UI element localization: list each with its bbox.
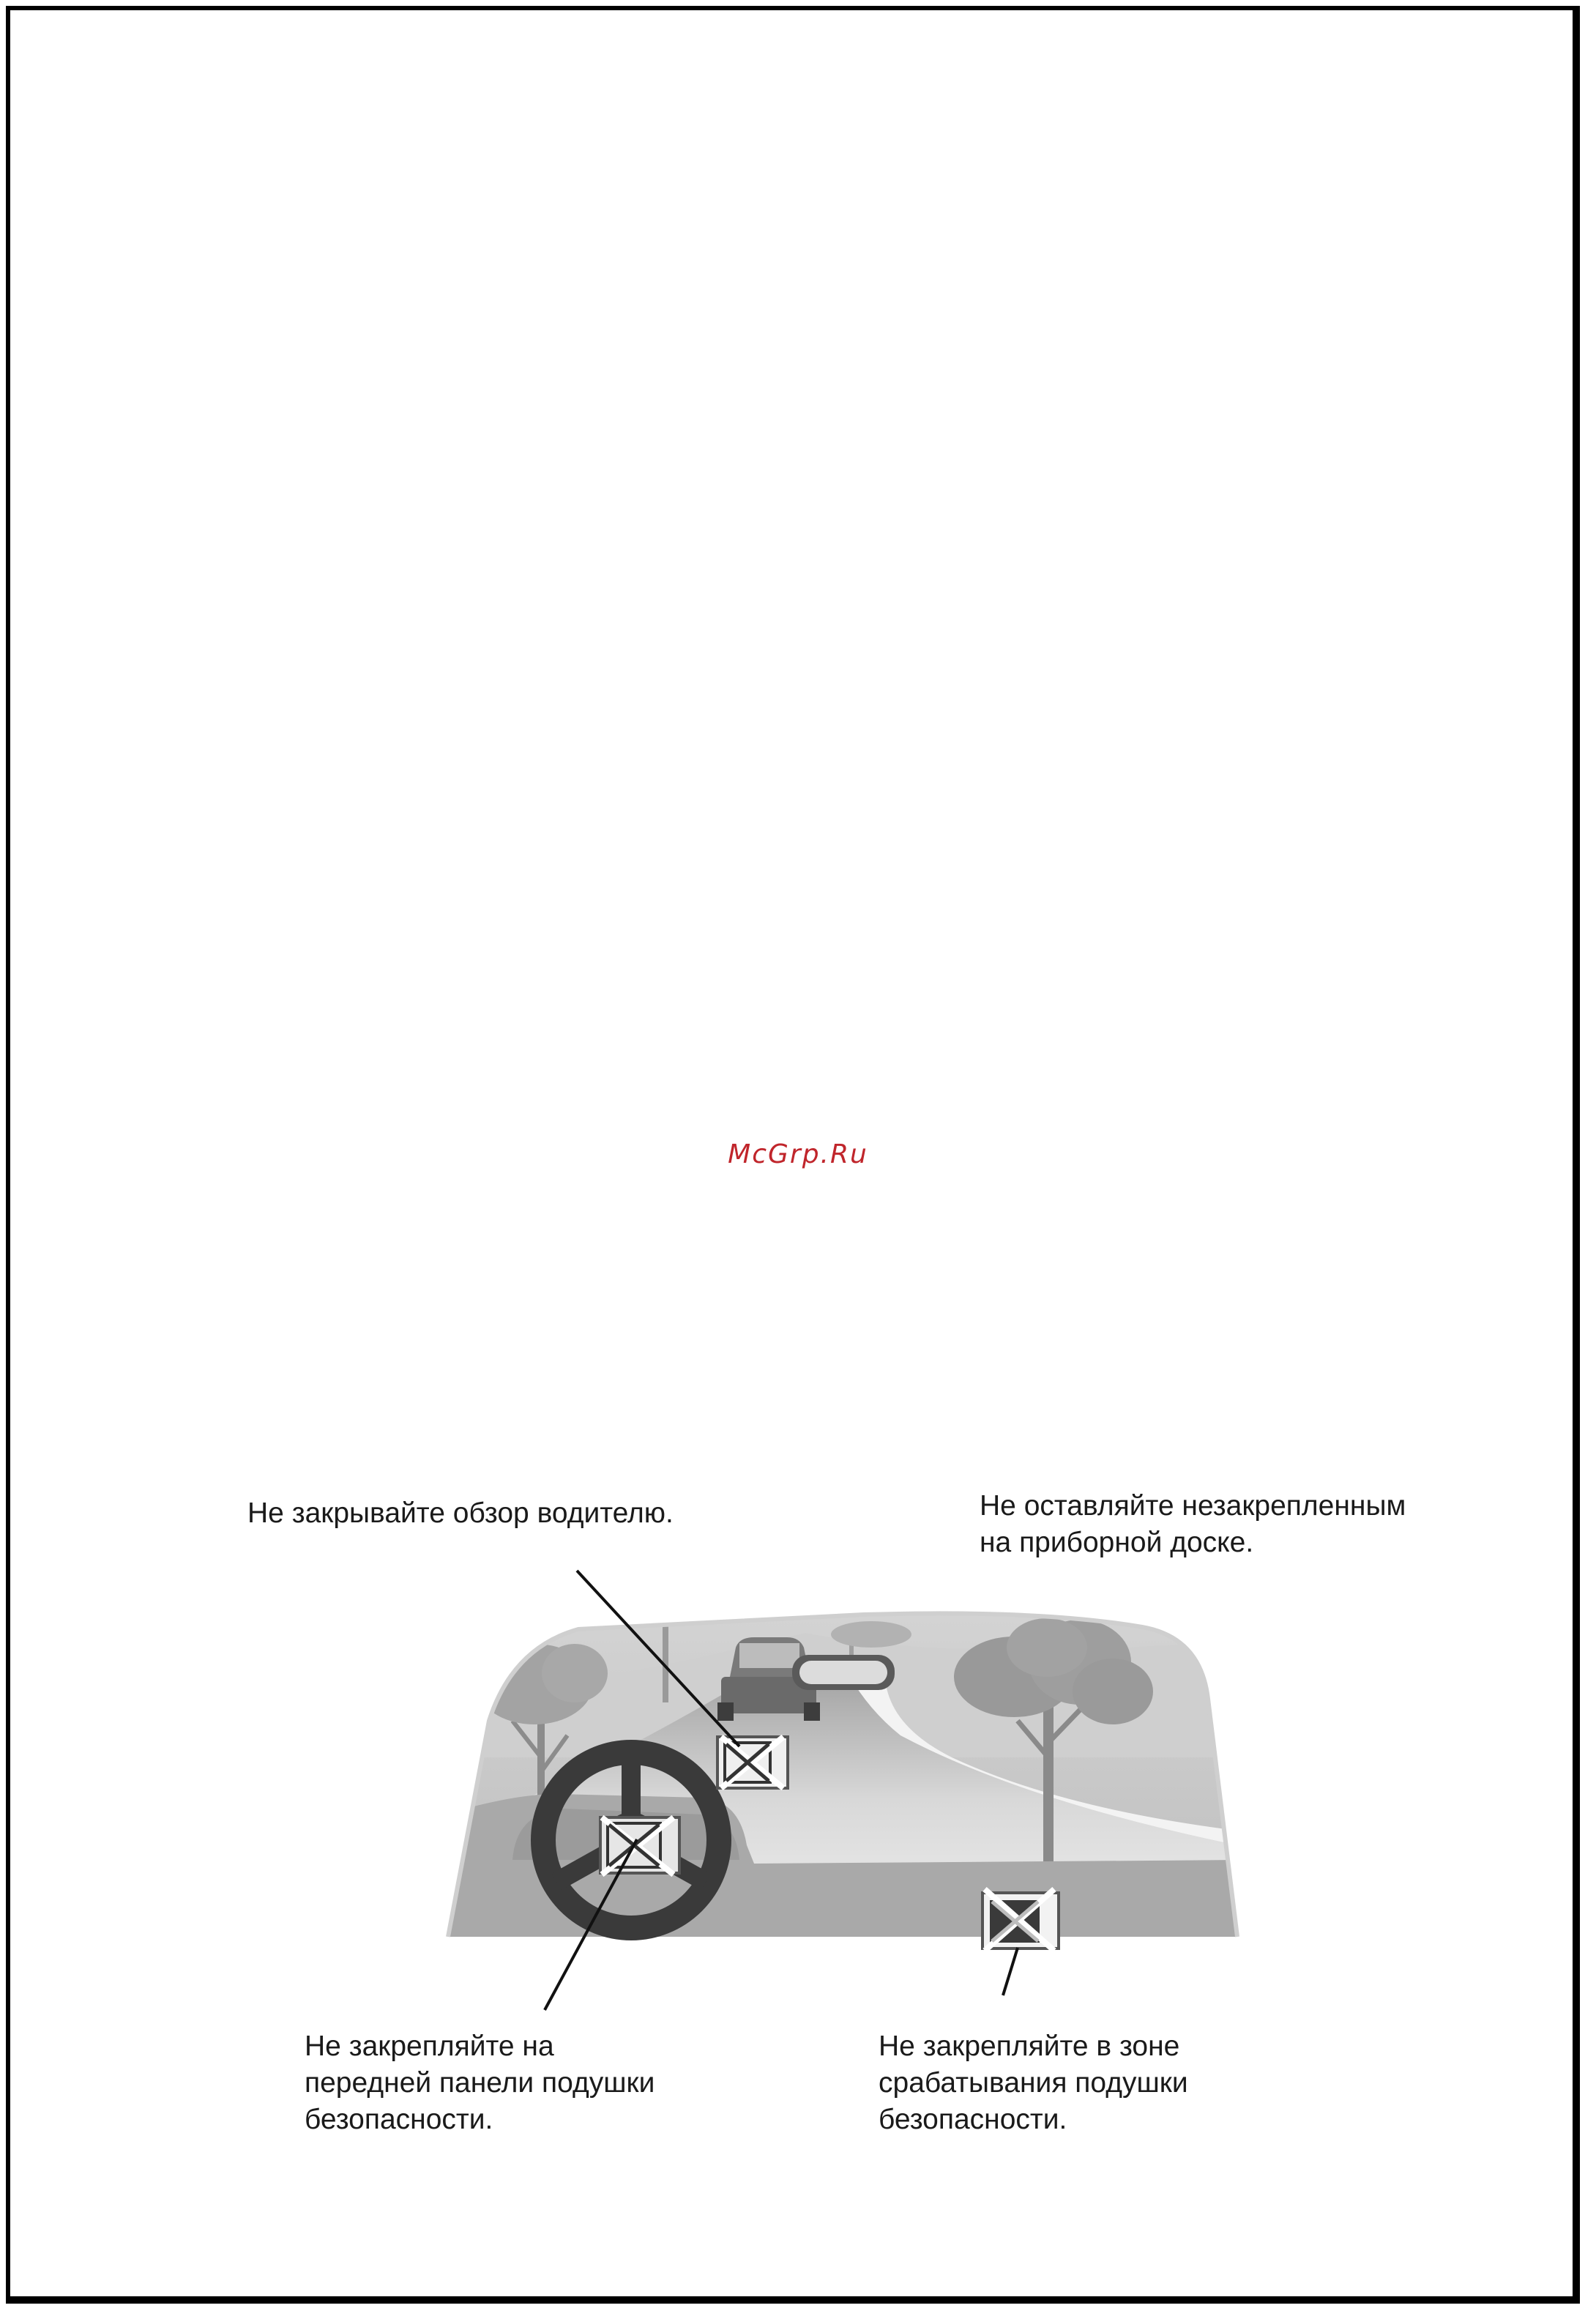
prohibited-device-icon (600, 1817, 679, 1875)
prohibited-device-icon (717, 1737, 788, 1788)
caption-obstruct-view: Не закрывайте обзор водителю. (247, 1497, 674, 1529)
watermark-text: McGrp.Ru (728, 1139, 868, 1169)
prohibited-device-icon (982, 1889, 1059, 1951)
caption-airbag-zone: Не закрепляйте в зоне срабатывания подушки безопасности. (879, 2030, 1188, 2135)
rearview-mirror-icon (792, 1655, 895, 1690)
caption-airbag-panel: Не закрепляйте на передней панели подушки безопасности. (305, 2030, 655, 2135)
caption-unsecured-dashboard: Не оставляйте незакрепленным на приборной доске. (980, 1490, 1406, 1558)
